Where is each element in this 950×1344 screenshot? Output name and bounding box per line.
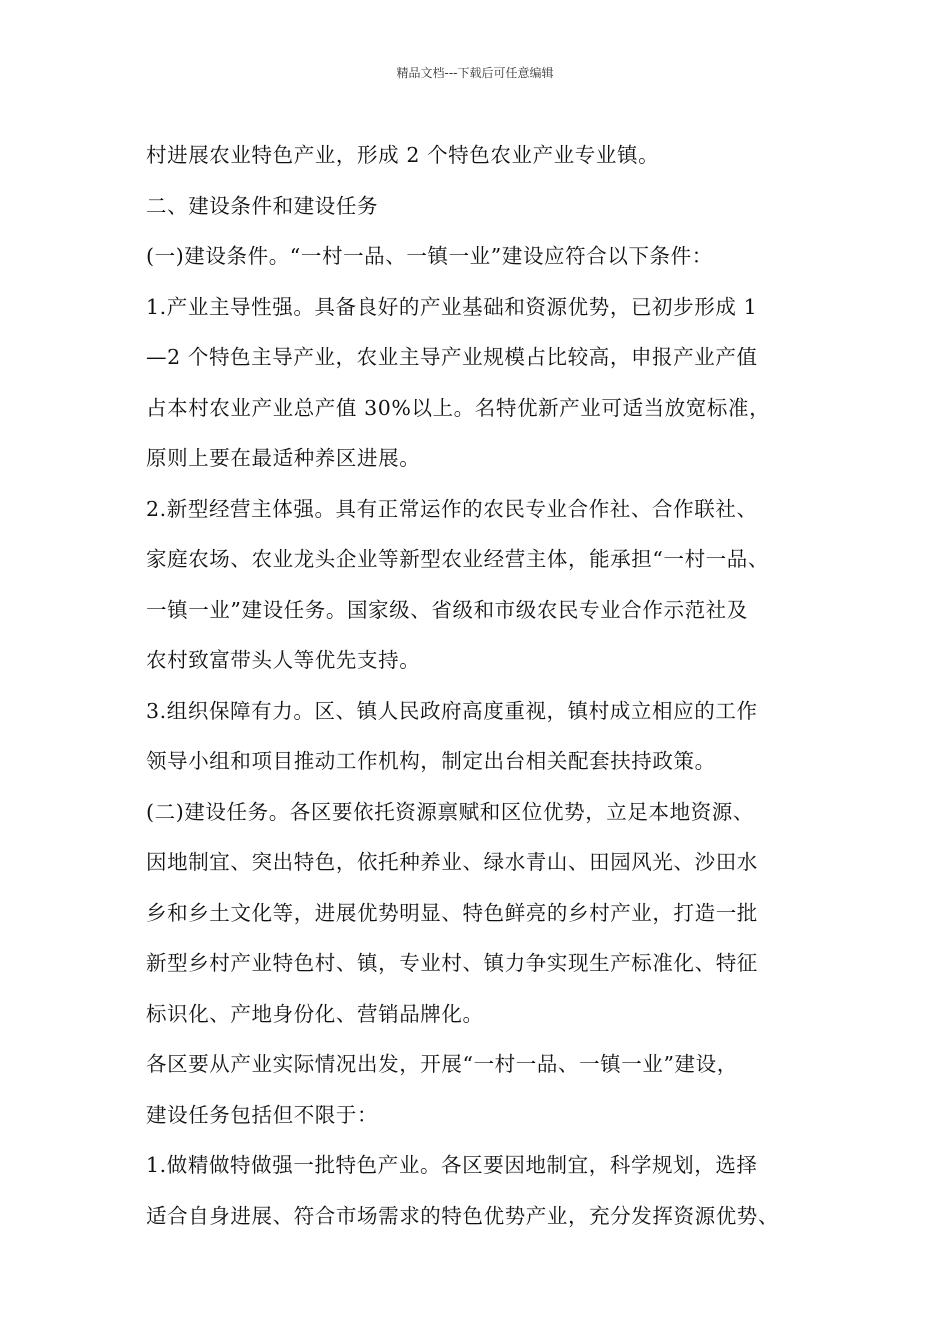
text-line: 乡和乡土文化等，进展优势明显、特色鲜亮的乡村产业，打造一批 [146, 900, 758, 925]
text-line: 各区要从产业实际情况出发，开展“一村一品、一镇一业”建设， [146, 1052, 738, 1076]
text-line: 农村致富带头人等优先支持。 [146, 648, 421, 672]
text-line: 1.做精做特做强一批特色产业。各区要因地制宜，科学规划，选择 [146, 1153, 758, 1177]
text-line: 1.产业主导性强。具备良好的产业基础和资源优势，已初步形成 1 [146, 294, 758, 319]
text-line: 标识化、产地身份化、营销品牌化。 [146, 1001, 484, 1026]
text-line: 占本村农业产业总产值 30%以上。名特优新产业可适当放宽标准， [146, 395, 771, 420]
page-header: 精品文档---下载后可任意编辑 [396, 66, 554, 80]
text-line: 2.新型经营主体强。具有正常运作的农民专业合作社、合作联社、 [146, 496, 758, 521]
text-line: 新型乡村产业特色村、镇，专业村、镇力争实现生产标准化、特征 [146, 951, 758, 975]
text-line: (二)建设任务。各区要依托资源禀赋和区位优势，立足本地资源、 [146, 799, 754, 824]
text-line: (一)建设条件。“一村一品、一镇一业”建设应符合以下条件： [146, 244, 713, 268]
document-body [146, 130, 836, 1241]
text-line: 领导小组和项目推动工作机构，制定出台相关配套扶持政策。 [146, 749, 716, 773]
text-line: 3.组织保障有力。区、镇人民政府高度重视，镇村成立相应的工作 [146, 698, 758, 723]
text-line: —2 个特色主导产业，农业主导产业规模占比较高，申报产业产值 [146, 345, 758, 369]
text-line: 一镇一业”建设任务。国家级、省级和市级农民专业合作示范社及 [146, 597, 748, 622]
text-line: 村进展农业特色产业，形成 2 个特色农业产业专业镇。 [146, 143, 660, 167]
text-line: 适合自身进展、符合市场需求的特色优势产业，充分发挥资源优势、 [146, 1203, 779, 1228]
text-line: 建设任务包括但不限于： [146, 1102, 379, 1127]
text-line: 原则上要在最适种养区进展。 [146, 446, 421, 470]
section-heading: 二、建设条件和建设任务 [146, 193, 379, 218]
text-line: 家庭农场、农业龙头企业等新型农业经营主体，能承担“一村一品、 [146, 547, 769, 571]
text-line: 因地制宜、突出特色，依托种养业、绿水青山、田园风光、沙田水 [146, 850, 758, 874]
